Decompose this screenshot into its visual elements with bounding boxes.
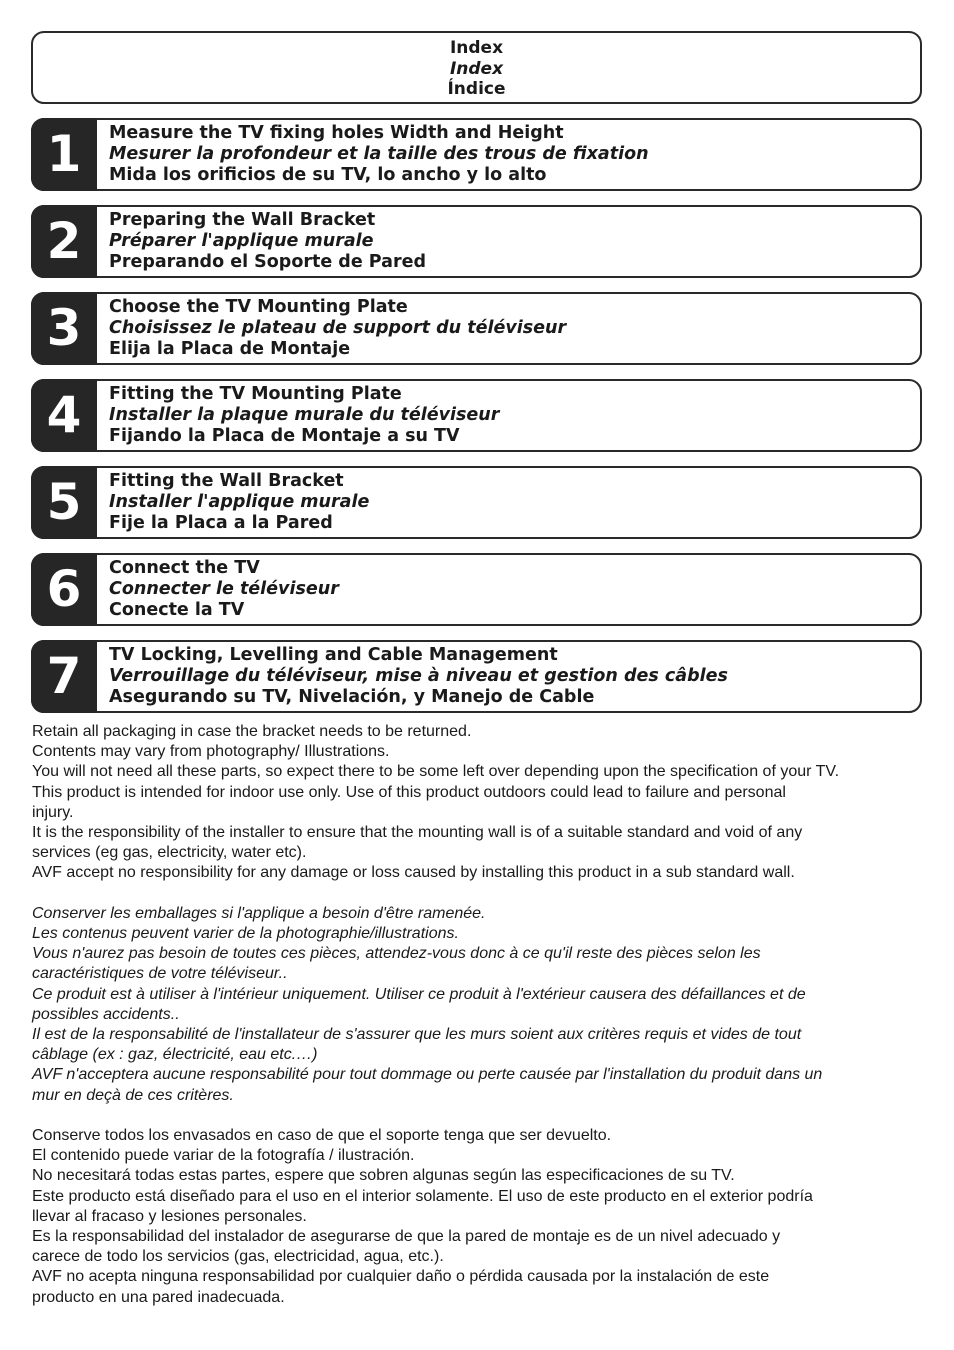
note-line: AVF no acepta ninguna responsabilidad por cualquier daño o pérdida causada por la instalación de este [32,1268,770,1286]
note-line: Contents may vary from photography/ Illustrations. [32,743,390,761]
step-title-es: Fijando la Placa de Montaje a su TV [109,425,460,446]
step-title-fr: Verrouillage du téléviseur, mise à niveau et gestion des câbles [109,665,728,686]
step-title-es: Asegurando su TV, Nivelación, y Manejo de Cable [109,686,595,707]
step-title-en: Fitting the Wall Bracket [109,471,344,491]
note-line: llevar al fracaso y lesiones personales. [32,1207,307,1225]
step-number: 5 [31,466,97,539]
safety-notes [32,722,932,1308]
note-line: producto en una pared inadecuada. [32,1288,285,1306]
step-title-fr: Installer la plaque murale du téléviseur [109,404,500,425]
step-4[interactable] [31,379,922,452]
note-line: AVF n'acceptera aucune responsabilité pour tout dommage ou perte causée par l'installation du produit dans un [32,1066,823,1084]
step-6[interactable] [31,553,922,626]
step-title-es: Fije la Placa a la Pared [109,512,333,533]
index-header [31,31,922,104]
note-line: Ce produit est à utiliser à l'intérieur uniquement. Utiliser ce produit à l'extérieur causera des défaillances et de [32,985,806,1003]
note-line: carece de todo los servicios (gas, electricidad, agua, etc.). [32,1248,444,1266]
step-1[interactable] [31,118,922,191]
note-line: Les contenus peuvent varier de la photographie/illustrations. [32,925,459,943]
step-title-en: Preparing the Wall Bracket [109,210,376,230]
step-5[interactable] [31,466,922,539]
step-number: 3 [31,292,97,365]
step-7[interactable] [31,640,922,713]
note-line: caractéristiques de votre téléviseur.. [32,965,288,983]
step-number: 7 [31,640,97,713]
step-title-fr: Installer l'applique murale [109,491,370,512]
step-title-en: Fitting the TV Mounting Plate [109,384,402,404]
step-number: 6 [31,553,97,626]
index-title-fr: Index [449,58,504,79]
note-line: services (eg gas, electricity, water etc). [32,844,307,862]
step-title-en: Measure the TV fixing holes Width and Height [109,123,564,143]
notes-french [32,904,932,1106]
step-number: 2 [31,205,97,278]
note-line: Este producto está diseñado para el uso en el interior solamente. El uso de este producto en el exterior podría [32,1187,813,1205]
note-line: Conserve todos los envasados en caso de que el soporte tenga que ser devuelto. [32,1127,612,1145]
step-title-es: Conecte la TV [109,599,245,620]
note-line: Vous n'aurez pas besoin de toutes ces pièces, attendez-vous donc à ce qu'il reste des pièces selon les [32,945,761,963]
step-title-en: TV Locking, Levelling and Cable Management [109,645,558,665]
note-line: Retain all packaging in case the bracket needs to be returned. [32,723,472,740]
note-line: No necesitará todas estas partes, espere que sobren algunas según las especificaciones de su TV. [32,1167,735,1185]
note-line: This product is intended for indoor use only. Use of this product outdoors could lead to failure and personal [32,783,786,801]
note-line: mur en deçà de ces critères. [32,1086,234,1104]
step-title-es: Elija la Placa de Montaje [109,338,351,359]
step-3[interactable] [31,292,922,365]
step-number: 1 [31,118,97,191]
note-line: You will not need all these parts, so expect there to be some left over depending upon the specification of your TV. [32,763,840,781]
step-title-fr: Connecter le téléviseur [109,578,339,599]
note-line: Conserver les emballages si l'applique a besoin d'être ramenée. [32,904,486,922]
notes-english [32,722,932,884]
index-title-en: Index [449,38,504,58]
step-2[interactable] [31,205,922,278]
step-number: 4 [31,379,97,452]
step-title-en: Connect the TV [109,558,260,578]
notes-spanish [32,1126,932,1308]
step-title-es: Preparando el Soporte de Pared [109,251,426,272]
note-line: injury. [32,803,74,821]
note-line: It is the responsibility of the installer to ensure that the mounting wall is of a suitable standard and void of any [32,824,803,842]
step-title-fr: Préparer l'applique murale [109,230,374,251]
note-line: Il est de la responsabilité de l'installateur de s'assurer que les murs soient aux critères requis et vides de tout [32,1026,802,1044]
step-title-es: Mida los orificios de su TV, lo ancho y lo alto [109,164,547,185]
note-line: El contenido puede variar de la fotografía / ilustración. [32,1147,415,1165]
step-title-en: Choose the TV Mounting Plate [109,297,408,317]
note-line: AVF accept no responsibility for any damage or loss caused by installing this product in a sub standard wall. [32,864,795,882]
step-title-fr: Choisissez le plateau de support du téléviseur [109,317,567,338]
note-line: possibles accidents.. [32,1005,180,1023]
note-line: Es la responsabilidad del instalador de asegurarse de que la pared de montaje es de un nivel adecuado y [32,1228,781,1246]
index-title-es: Índice [447,79,506,99]
note-line: câblage (ex : gaz, électricité, eau etc.…) [32,1046,318,1064]
step-title-fr: Mesurer la profondeur et la taille des trous de fixation [109,143,649,164]
